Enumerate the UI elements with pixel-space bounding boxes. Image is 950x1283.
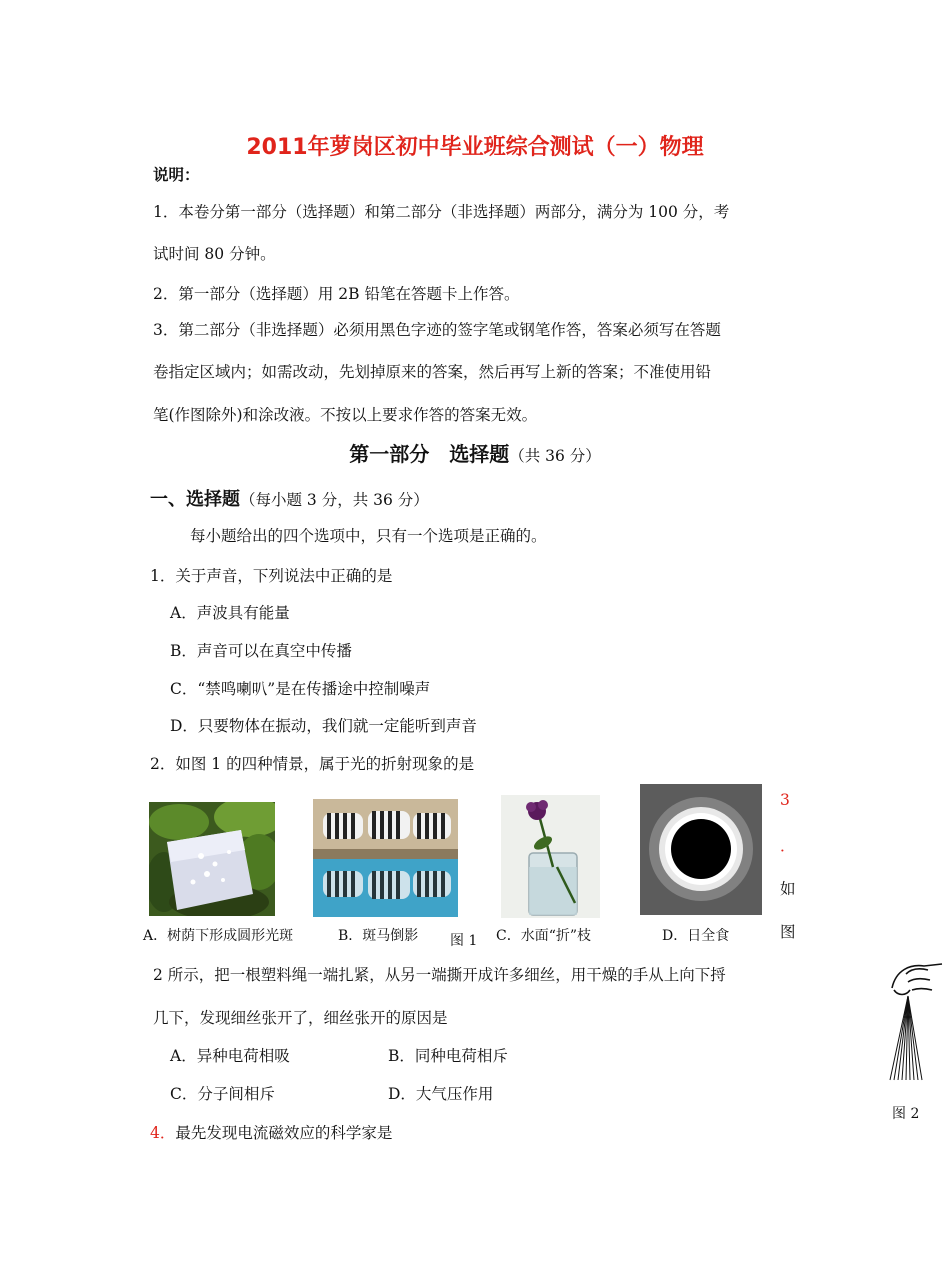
figure-1-label: 图 1 <box>450 933 478 949</box>
q3-option-b: B．同种电荷相斥 <box>388 1047 508 1065</box>
q3-option-c: C．分子间相斥 <box>170 1085 275 1103</box>
notes-line: 3．第二部分（非选择题）必须用黑色字迹的签字笔或钢笔作答，答案必须写在答题 <box>153 321 721 339</box>
q3-number-dot: ． <box>780 837 796 855</box>
q3-option-a: A．异种电荷相吸 <box>170 1047 290 1065</box>
q1-option-d: D．只要物体在振动，我们就一定能听到声音 <box>170 717 477 735</box>
q4-stem <box>150 1121 392 1143</box>
figure-b-zebra-reflection-image <box>313 799 458 917</box>
notes-line: 试时间 80 分钟。 <box>153 245 276 263</box>
q3-line-1: 2 所示，把一根塑料绳一端扎紧，从另一端撕开成许多细丝，用干燥的手从上向下捋 <box>153 966 726 984</box>
figure-c-bent-stem-image <box>501 795 600 918</box>
q1-option-b: B．声音可以在真空中传播 <box>170 642 352 660</box>
q2-caption-c: C．水面“折”枝 <box>496 928 592 944</box>
q3-option-d: D．大气压作用 <box>388 1085 494 1103</box>
figure-d-solar-eclipse-image <box>640 784 762 915</box>
notes-heading: 说明： <box>153 166 200 184</box>
figure-2-label: 图 2 <box>892 1106 920 1122</box>
figure-a-light-spots-image <box>149 802 275 916</box>
section1-instruction: 每小题给出的四个选项中，只有一个选项是正确的。 <box>190 527 547 545</box>
notes-line: 2．第一部分（选择题）用 2B 铅笔在答题卡上作答。 <box>153 285 520 303</box>
q2-caption-a: A．树荫下形成圆形光斑 <box>143 928 294 944</box>
notes-line: 1．本卷分第一部分（选择题）和第二部分（非选择题）两部分，满分为 100 分，考 <box>153 203 730 221</box>
notes-line: 卷指定区域内；如需改动，先划掉原来的答案，然后再写上新的答案；不准使用铅 <box>153 363 712 381</box>
q3-text-char: 如 <box>780 880 796 898</box>
q4-text: 最先发现电流磁效应的科学家是 <box>175 1124 393 1142</box>
q4-number: 4． <box>150 1124 176 1142</box>
q1-option-c: C．“禁鸣喇叭”是在传播途中控制噪声 <box>170 680 431 698</box>
q1-option-a: A．声波具有能量 <box>170 604 290 622</box>
part1-score: （共 36 分） <box>509 447 601 465</box>
section1-title: 一、选择题 <box>150 489 240 510</box>
section1-score: （每小题 3 分，共 36 分） <box>240 491 429 509</box>
q3-number: 3 <box>780 791 790 809</box>
q2-caption-b: B．斑马倒影 <box>338 928 419 944</box>
notes-line: 笔(作图除外)和涂改液。不按以上要求作答的答案无效。 <box>153 406 538 424</box>
q1-stem: 1．关于声音，下列说法中正确的是 <box>150 567 393 585</box>
q3-line-2: 几下，发现细丝张开了，细丝张开的原因是 <box>153 1009 448 1027</box>
q2-caption-d: D．日全食 <box>662 928 730 944</box>
part1-heading <box>0 438 950 467</box>
exam-title: 2011年萝岗区初中毕业班综合测试（一）物理 <box>246 135 704 160</box>
q2-stem: 2．如图 1 的四种情景，属于光的折射现象的是 <box>150 755 475 773</box>
part1-title: 第一部分 选择题 <box>349 442 510 466</box>
section1-heading <box>150 485 429 511</box>
figure-2-plastic-strands-image <box>884 960 944 1085</box>
q3-text-char: 图 <box>780 923 796 941</box>
